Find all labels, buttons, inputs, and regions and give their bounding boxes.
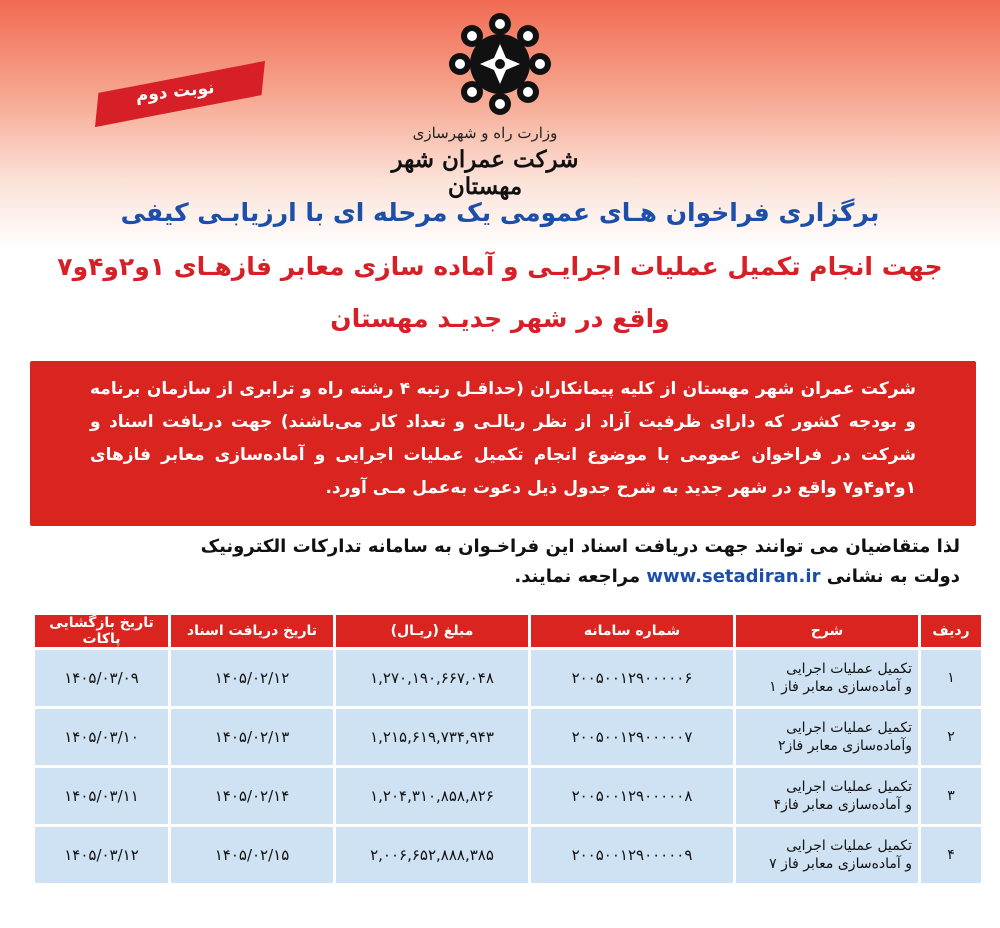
table-header-row <box>35 615 981 647</box>
row-receive-date: ۱۴۰۵/۰۲/۱۲ <box>171 650 333 706</box>
notice-paragraph <box>40 532 960 592</box>
row-system-number: ۲۰۰۵۰۰۱۲۹۰۰۰۰۰۸ <box>531 768 733 824</box>
row-number: ۱ <box>921 650 981 706</box>
headline-line-2: جهت انجام تکمیل عملیات اجرایـی و آماده سازی معابر فازهـای ۱و۲و۴و۷ <box>57 252 943 281</box>
company-logo-icon <box>446 10 554 118</box>
header-receive-date: تاریخ دریافت اسناد <box>171 615 333 647</box>
row-amount: ۲,۰۰۶,۶۵۲,۸۸۸,۳۸۵ <box>336 827 528 883</box>
description-line-2: و آماده‌سازی معابر فاز۴ <box>773 797 912 813</box>
notice-suffix: مراجعه نمایند. <box>514 566 641 587</box>
ministry-name: وزارت راه و شهرسازی <box>412 124 558 142</box>
notice-line-1: لذا متقاضیان می توانند جهت دریافت اسناد این فراخـوان به سامانه تدارکات الکترونیک <box>200 536 960 557</box>
header-system-number: شماره سامانه <box>531 615 733 647</box>
row-amount: ۱,۲۰۴,۳۱۰,۸۵۸,۸۲۶ <box>336 768 528 824</box>
row-open-date: ۱۴۰۵/۰۳/۱۲ <box>35 827 168 883</box>
invitation-box <box>30 361 976 526</box>
row-number: ۲ <box>921 709 981 765</box>
tender-table <box>32 612 984 886</box>
description-line-2: وآماده‌سازی معابر فاز۲ <box>778 738 912 754</box>
row-receive-date: ۱۴۰۵/۰۲/۱۴ <box>171 768 333 824</box>
row-description <box>736 709 918 765</box>
description-line-1: تکمیل عملیات اجرایی <box>786 779 912 795</box>
badge-label: نوبت دوم <box>134 77 216 107</box>
header-amount: مبلغ (ریـال) <box>336 615 528 647</box>
notice-line-2 <box>40 562 960 592</box>
table-row <box>35 709 981 765</box>
row-description <box>736 827 918 883</box>
headline-line-3: واقع در شهر جدیـد مهستان <box>330 304 670 333</box>
description-line-2: و آماده‌سازی معابر فاز ۱ <box>769 679 912 695</box>
description-line-2: و آماده‌سازی معابر فاز ۷ <box>769 856 912 872</box>
row-receive-date: ۱۴۰۵/۰۲/۱۳ <box>171 709 333 765</box>
website-link[interactable]: www.setadiran.ir <box>646 566 821 587</box>
row-amount: ۱,۲۷۰,۱۹۰,۶۶۷,۰۴۸ <box>336 650 528 706</box>
header-description: شرح <box>736 615 918 647</box>
table-row <box>35 768 981 824</box>
description-line-1: تکمیل عملیات اجرایی <box>786 720 912 736</box>
header-row-no: ردیف <box>921 615 981 647</box>
description-line-1: تکمیل عملیات اجرایی <box>786 838 912 854</box>
row-description <box>736 650 918 706</box>
table-row <box>35 650 981 706</box>
headline-line-1: برگزاری فراخوان هـای عمومی یک مرحله ای با ارزیابـی کیفی <box>120 198 880 227</box>
row-open-date: ۱۴۰۵/۰۳/۱۱ <box>35 768 168 824</box>
row-number: ۳ <box>921 768 981 824</box>
row-amount: ۱,۲۱۵,۶۱۹,۷۳۴,۹۴۳ <box>336 709 528 765</box>
row-system-number: ۲۰۰۵۰۰۱۲۹۰۰۰۰۰۹ <box>531 827 733 883</box>
row-receive-date: ۱۴۰۵/۰۲/۱۵ <box>171 827 333 883</box>
table-row <box>35 827 981 883</box>
invitation-text: شرکت عمران شهر مهستان از کلیه پیمانکاران (حداقـل رتبه ۴ رشته راه و ترابری از سازمان برنامه و بودجه کشور که دارای ظرفیت آزاد از نظر ریالـی و تعداد کار می‌باشند) جهت دریافت اسناد و شرکت در فراخوان عمومی با موضوع انجام تکمیل عملیات اجرایی و آماده‌سازی معابر فازهای ۱و۲و۴و۷ واقع در شهر جدید به شرح جدول ذیل دعوت به‌عمل مـی آورد. <box>90 379 916 498</box>
row-system-number: ۲۰۰۵۰۰۱۲۹۰۰۰۰۰۶ <box>531 650 733 706</box>
row-open-date: ۱۴۰۵/۰۳/۰۹ <box>35 650 168 706</box>
company-name: شرکت عمران شهر مهستان <box>391 146 579 200</box>
description-line-1: تکمیل عملیات اجرایی <box>786 661 912 677</box>
row-open-date: ۱۴۰۵/۰۳/۱۰ <box>35 709 168 765</box>
row-description <box>736 768 918 824</box>
header-open-date: تاریخ بازگشایی پاکات <box>35 615 168 647</box>
notice-prefix: دولت به نشانی <box>826 566 960 587</box>
row-number: ۴ <box>921 827 981 883</box>
row-system-number: ۲۰۰۵۰۰۱۲۹۰۰۰۰۰۷ <box>531 709 733 765</box>
